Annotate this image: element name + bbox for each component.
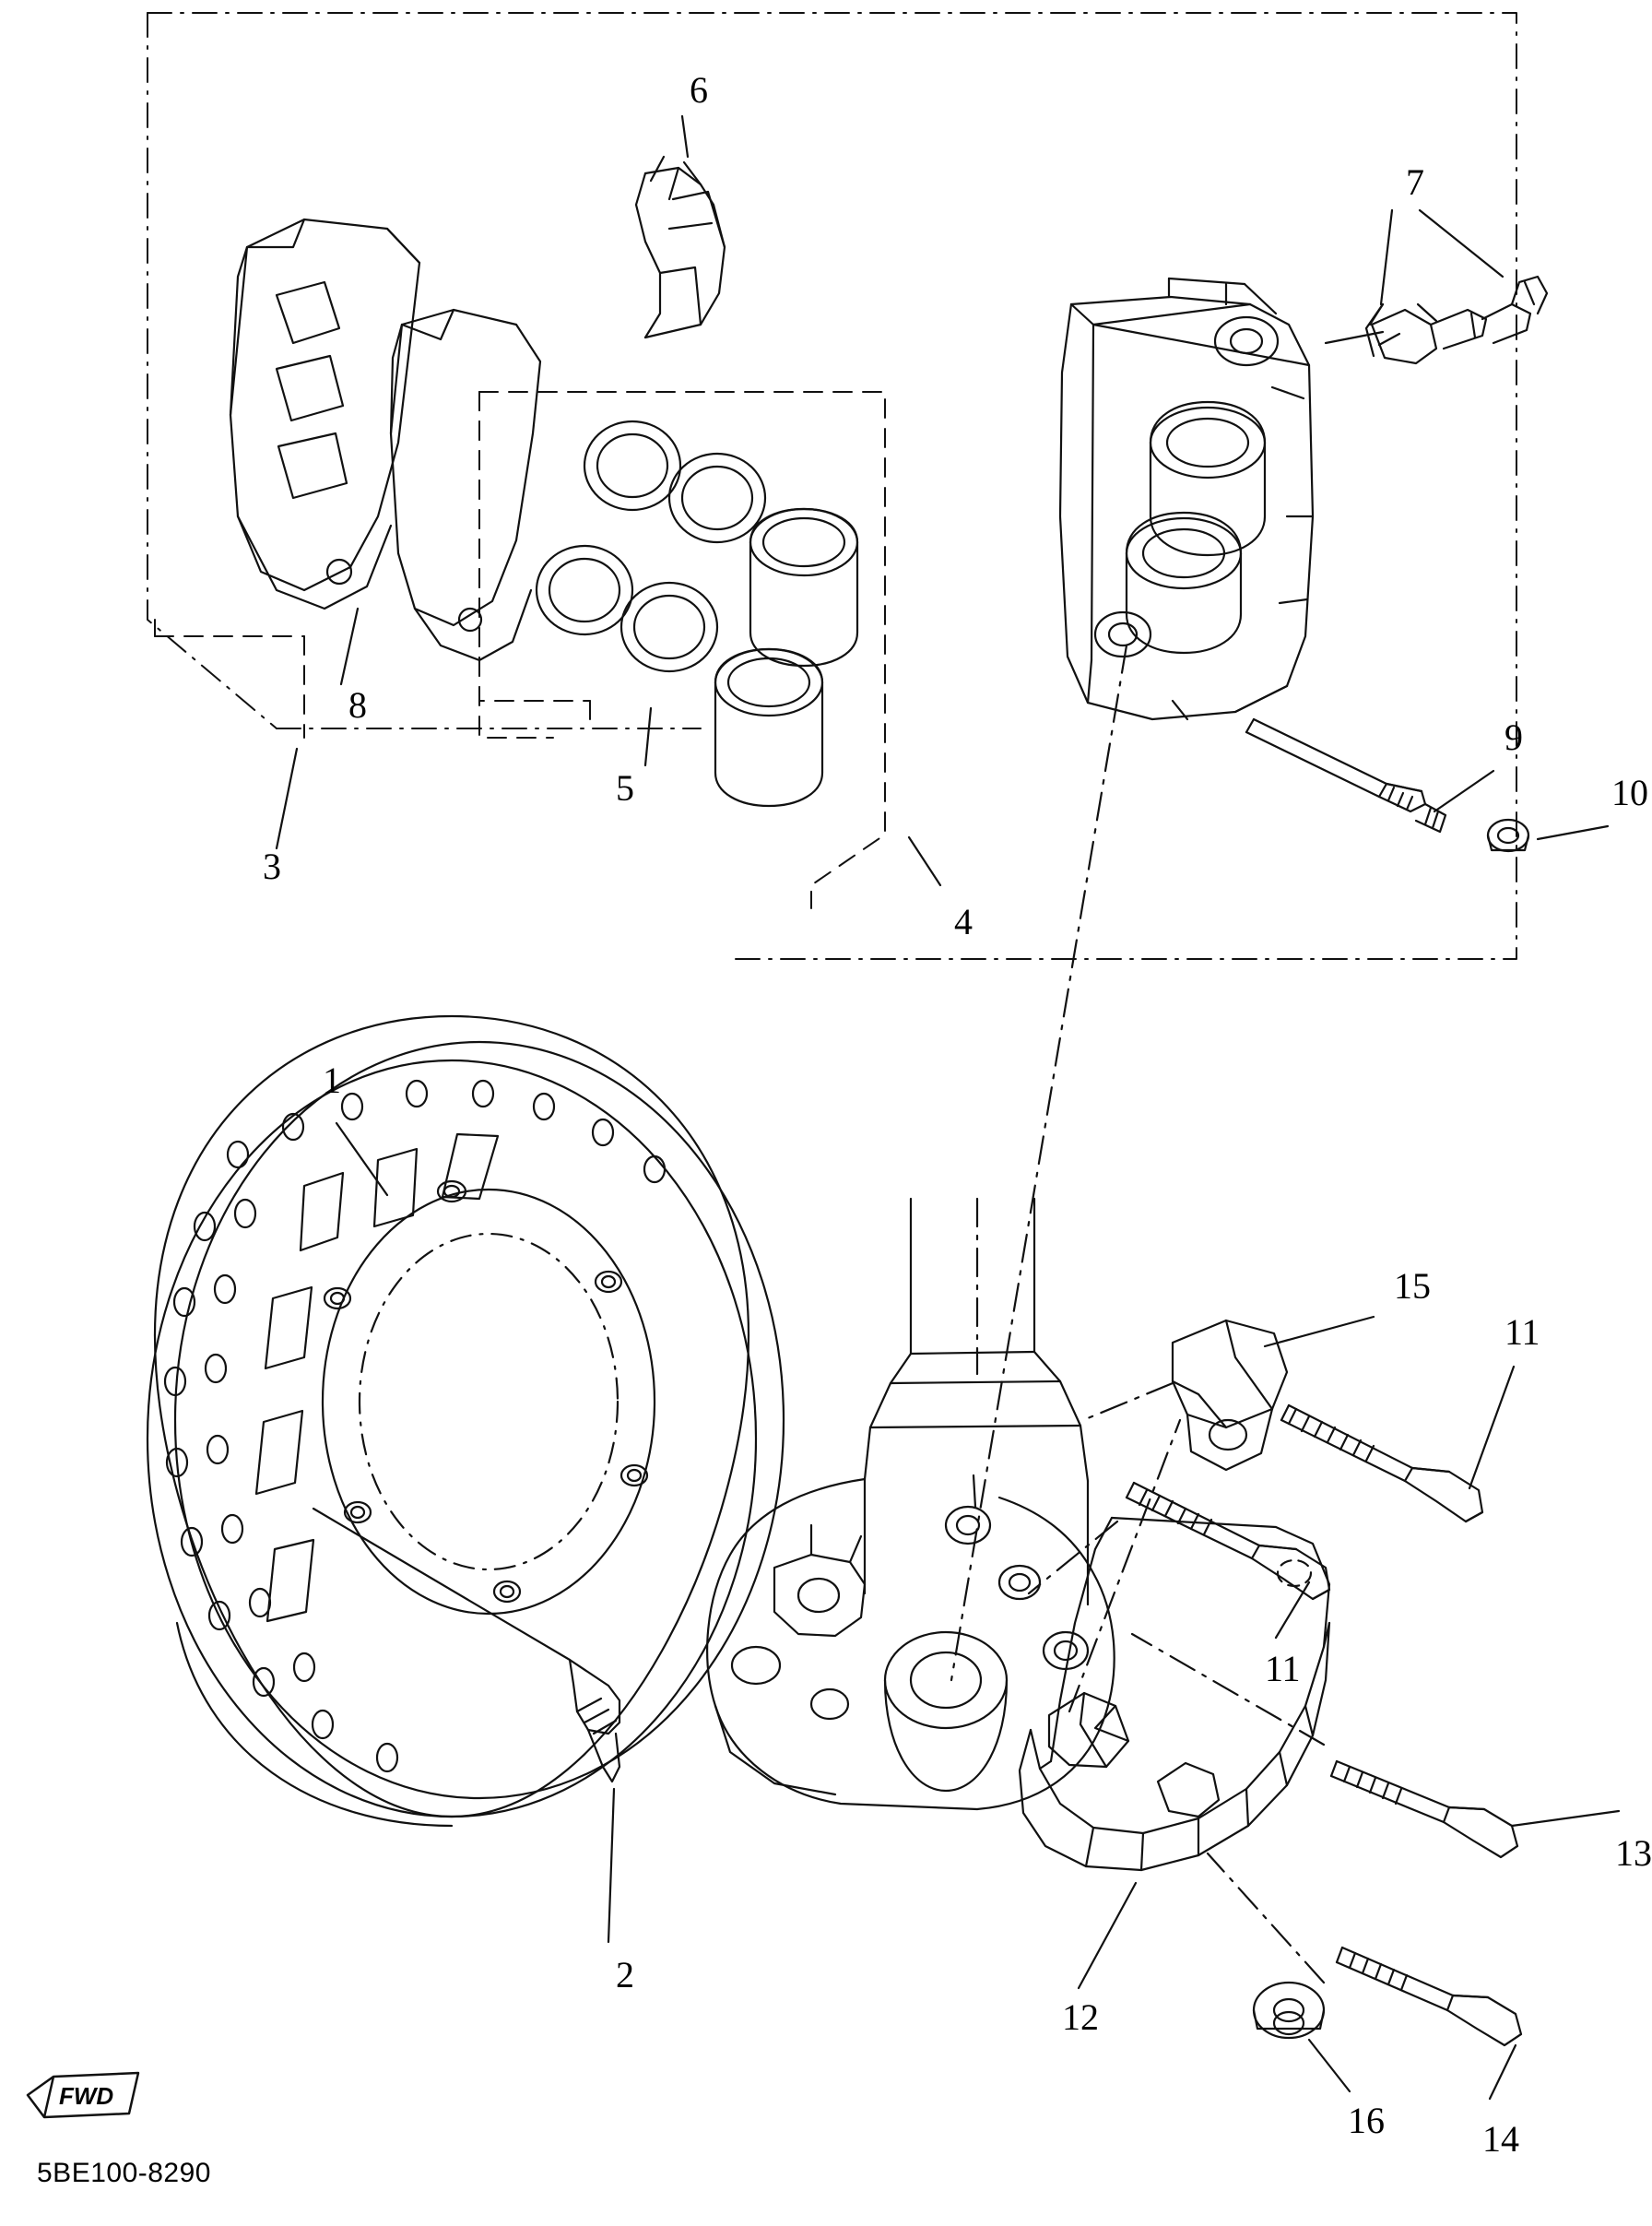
leader-13 [1512,1811,1619,1826]
item4-dash-box [479,392,885,908]
disc-guard [1020,1518,1329,1870]
pad-spring-clip [636,157,725,337]
brake-caliper-body [1060,278,1313,719]
leader-6 [682,116,688,157]
front-fork-leg [707,1199,1114,1809]
callout-3: 3 [263,846,281,887]
leader-7b [1420,210,1503,277]
guard-bolt-lower [1337,1948,1521,2045]
leader-11-upper [1469,1367,1514,1488]
callout-15: 15 [1394,1265,1431,1307]
leader-8 [341,609,358,684]
bracket-bolt-upper [1281,1405,1482,1521]
hose-bracket [1173,1320,1287,1470]
brake-pad-inner [391,310,540,660]
leader-11-lower [1276,1582,1309,1638]
axis-line-caliper [951,645,1127,1680]
axis-line-guard [1029,1521,1117,1593]
callout-1: 1 [323,1060,341,1101]
brake-disc [148,1016,784,1826]
callout-2: 2 [616,1954,634,1995]
callout-14: 14 [1482,2118,1519,2160]
part-code-label: 5BE100-8290 [37,2158,211,2188]
leader-7a [1381,210,1392,304]
leader-10 [1538,826,1608,839]
callout-6: 6 [690,69,708,111]
leader-9 [1434,771,1493,811]
pin-plug-cap [1488,820,1528,851]
callout-8: 8 [348,684,367,726]
callout-7: 7 [1406,161,1424,203]
leader-16 [1309,2040,1350,2091]
callout-4: 4 [954,901,973,942]
bleed-screw [1366,277,1547,363]
leader-14 [1490,2045,1516,2099]
callout-12: 12 [1062,1996,1099,2038]
leader-12 [1079,1883,1136,1988]
piston-seals [537,421,765,671]
axis-line-bracket [1088,1383,1173,1418]
callout-16: 16 [1348,2100,1385,2141]
callout-11-upper: 11 [1504,1311,1540,1353]
callout-10: 10 [1611,772,1648,813]
leader-15 [1265,1317,1374,1346]
guard-bolt-upper [1331,1761,1517,1857]
callout-13: 13 [1615,1832,1652,1874]
axis-line-bolt14 [1208,1853,1324,1983]
callout-11-lower: 11 [1265,1648,1301,1689]
leader-7c [1326,332,1383,343]
callout-5: 5 [616,767,634,809]
caliper-slide-bolt [1246,719,1446,832]
leader-3 [277,749,297,848]
leader-4 [909,837,940,885]
caliper-pistons [715,509,857,806]
bracket-bolt-lower [1127,1483,1329,1599]
disc-bolt [313,1509,620,1782]
leader-5 [645,708,651,765]
fwd-direction-label: FWD [59,2082,114,2110]
callout-9: 9 [1504,716,1523,758]
guard-washer [1254,1983,1324,2038]
leader-2 [608,1789,614,1942]
